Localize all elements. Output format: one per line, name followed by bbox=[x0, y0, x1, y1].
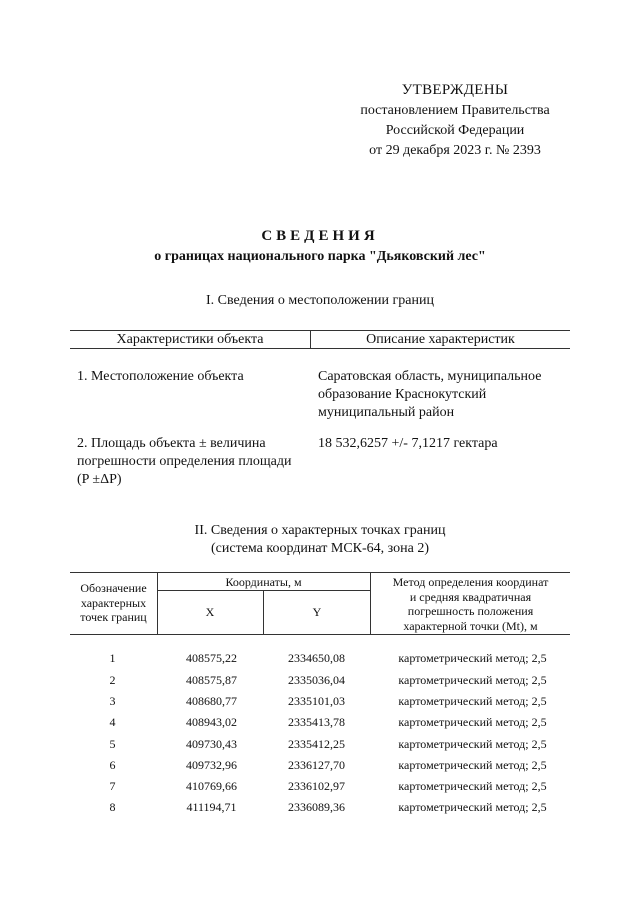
coord-x: 409730,43 bbox=[186, 737, 237, 751]
section-2-title-line-2: (система координат МСК-64, зона 2) bbox=[211, 541, 429, 556]
table1-row2-label-line: 2. Площадь объекта ± величина bbox=[77, 436, 266, 451]
section-2-title-line-1: II. Сведения о характерных точках границ bbox=[194, 523, 446, 538]
table-row bbox=[70, 672, 570, 694]
coord-x: 408680,77 bbox=[186, 694, 237, 708]
table-row bbox=[70, 714, 570, 736]
method: картометрический метод; 2,5 bbox=[398, 737, 547, 751]
table-row bbox=[70, 799, 570, 821]
point-number: 3 bbox=[109, 694, 116, 708]
method: картометрический метод; 2,5 bbox=[398, 779, 547, 793]
table2-header-point-line: точек границ bbox=[80, 610, 147, 624]
approval-block bbox=[340, 80, 570, 161]
coord-y: 2335412,25 bbox=[288, 737, 345, 751]
table1-row2-label-line: (P ±ΔP) bbox=[77, 472, 122, 487]
table1-header-rule bbox=[70, 348, 570, 349]
coord-x: 409732,96 bbox=[186, 758, 237, 772]
point-number: 5 bbox=[109, 737, 116, 751]
point-number: 4 bbox=[109, 715, 116, 729]
table2-header-point-line: Обозначение bbox=[80, 581, 147, 595]
table-row bbox=[70, 693, 570, 715]
table2-header-method-line: погрешность положения bbox=[407, 604, 534, 618]
point-number: 6 bbox=[109, 758, 116, 772]
table2-header-coordinates: Координаты, м bbox=[225, 575, 302, 589]
table1-row1-value bbox=[318, 368, 570, 422]
table-row bbox=[70, 736, 570, 758]
table1-header-characteristics: Характеристики объекта bbox=[116, 332, 264, 347]
section-1-title: I. Сведения о местоположении границ bbox=[206, 293, 434, 308]
document-subtitle: о границах национального парка "Дьяковский лес" bbox=[154, 249, 486, 264]
coord-x: 408575,22 bbox=[186, 651, 237, 665]
coord-x: 408575,87 bbox=[186, 673, 237, 687]
table2-header-point-line: характерных bbox=[80, 595, 147, 610]
coord-y: 2335413,78 bbox=[288, 715, 345, 729]
coord-y: 2335101,03 bbox=[288, 694, 345, 708]
method: картометрический метод; 2,5 bbox=[398, 651, 547, 665]
method: картометрический метод; 2,5 bbox=[398, 673, 547, 687]
table2-header-rule bbox=[70, 634, 570, 635]
coord-y: 2336127,70 bbox=[288, 758, 345, 772]
table2-header-point bbox=[70, 581, 157, 625]
table2-header-method-line: и средняя квадратичная bbox=[409, 589, 532, 604]
table2-top-rule bbox=[70, 572, 570, 573]
method: картометрический метод; 2,5 bbox=[398, 715, 547, 729]
coord-x: 411194,71 bbox=[186, 800, 237, 814]
table1-row2-label bbox=[77, 435, 309, 489]
approval-line-1: постановлением Правительства bbox=[360, 103, 550, 118]
table1-top-rule bbox=[70, 330, 570, 331]
table-row bbox=[70, 757, 570, 779]
point-number: 2 bbox=[109, 673, 116, 687]
table2-header-method-line: Метод определения координат bbox=[392, 575, 549, 589]
table1-row1-value-line: образование Краснокутский bbox=[318, 387, 487, 402]
table2-header-y: Y bbox=[312, 605, 322, 619]
method: картометрический метод; 2,5 bbox=[398, 694, 547, 708]
table1-row2-value: 18 532,6257 +/- 7,1217 гектара bbox=[318, 436, 498, 451]
coord-x: 410769,66 bbox=[186, 779, 237, 793]
coord-y: 2334650,08 bbox=[288, 651, 345, 665]
table1-row2-label-line: погрешности определения площади bbox=[77, 454, 292, 469]
table2-header-x: X bbox=[205, 605, 215, 619]
approval-line-2: Российской Федерации bbox=[385, 123, 525, 138]
table2-header-method bbox=[371, 575, 570, 633]
table1-header-description: Описание характеристик bbox=[366, 332, 515, 347]
section-2-title bbox=[0, 522, 640, 558]
method: картометрический метод; 2,5 bbox=[398, 758, 547, 772]
document-title: СВЕДЕНИЯ bbox=[261, 228, 379, 244]
coord-y: 2336089,36 bbox=[288, 800, 345, 814]
table2-header-method-line: характерной точки (Mt), м bbox=[403, 618, 538, 633]
table1-row1-label: 1. Местоположение объекта bbox=[77, 369, 244, 384]
coord-y: 2336102,97 bbox=[288, 779, 345, 793]
coord-y: 2335036,04 bbox=[288, 673, 345, 687]
point-number: 7 bbox=[109, 779, 116, 793]
table1-row1-value-line: муниципальный район bbox=[318, 405, 455, 420]
point-number: 1 bbox=[109, 651, 116, 665]
coord-x: 408943,02 bbox=[186, 715, 237, 729]
table-row bbox=[70, 778, 570, 800]
method: картометрический метод; 2,5 bbox=[398, 800, 547, 814]
table1-row1-value-line: Саратовская область, муниципальное bbox=[318, 369, 542, 384]
approval-heading: УТВЕРЖДЕНЫ bbox=[401, 82, 509, 98]
approval-line-3: от 29 декабря 2023 г. № 2393 bbox=[369, 143, 541, 158]
point-number: 8 bbox=[109, 800, 116, 814]
table-row bbox=[70, 650, 570, 672]
